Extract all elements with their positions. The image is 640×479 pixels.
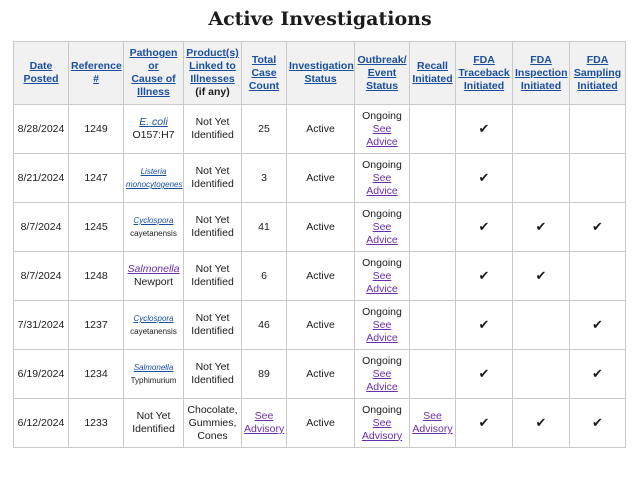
product-cell bbox=[184, 203, 242, 252]
header-date-posted[interactable] bbox=[14, 42, 69, 105]
sort-link-outbreak-status-line2[interactable]: Event Status bbox=[365, 66, 399, 92]
sort-link-sampling[interactable]: FDA bbox=[586, 53, 609, 66]
investigation-status: Active bbox=[306, 220, 335, 233]
product-text: Not Yet Identified bbox=[191, 165, 234, 190]
checkmark-icon: ✔ bbox=[535, 218, 547, 234]
case-count-cell bbox=[242, 301, 287, 350]
pathogen-subtype: Newport bbox=[133, 276, 174, 288]
sort-link-pathogen-line2[interactable]: Cause of Illness bbox=[131, 73, 176, 98]
pathogen-cell bbox=[124, 203, 184, 252]
checkmark-icon: ✔ bbox=[478, 169, 490, 185]
reference-cell bbox=[69, 105, 124, 154]
reference-cell bbox=[69, 203, 124, 252]
pathogen-link[interactable]: Cyclospora bbox=[133, 314, 174, 323]
product-text: Not Yet Identified bbox=[191, 361, 234, 386]
traceback-cell bbox=[456, 252, 513, 301]
date-posted: 8/7/2024 bbox=[20, 269, 62, 282]
checkmark-icon: ✔ bbox=[592, 316, 603, 332]
investigation-status: Active bbox=[306, 171, 335, 184]
case-count-cell bbox=[242, 154, 287, 203]
date-cell bbox=[14, 252, 69, 301]
checkmark-icon: ✔ bbox=[592, 365, 603, 381]
investigation-status: Active bbox=[306, 367, 335, 380]
outbreak-status: Ongoing bbox=[362, 256, 402, 269]
table-row bbox=[14, 350, 626, 399]
table-row bbox=[14, 154, 626, 203]
sort-link-traceback[interactable]: FDA bbox=[473, 53, 495, 66]
investigation-status: Active bbox=[306, 416, 335, 429]
pathogen-subtype: O157:H7 bbox=[132, 129, 175, 141]
sort-link-inspection[interactable]: FDA bbox=[530, 53, 552, 66]
page-title: Active Investigations bbox=[208, 8, 432, 30]
pathogen-cell bbox=[124, 252, 184, 301]
date-posted: 8/7/2024 bbox=[20, 220, 62, 233]
date-cell bbox=[14, 301, 69, 350]
investigation-status-cell bbox=[287, 301, 355, 350]
reference-number: 1233 bbox=[84, 416, 108, 429]
checkmark-icon: ✔ bbox=[478, 316, 490, 332]
header-traceback[interactable] bbox=[456, 42, 513, 105]
recall-cell bbox=[410, 154, 456, 203]
recall-advisory-link[interactable]: See Advisory bbox=[412, 410, 453, 435]
recall-cell bbox=[410, 301, 456, 350]
sort-link-traceback-line2[interactable]: Traceback Initiated bbox=[458, 66, 510, 92]
product-text: Not Yet Identified bbox=[191, 116, 234, 141]
pathogen-subtype: cayetanensis bbox=[130, 327, 177, 336]
header-row bbox=[14, 42, 626, 105]
product-text: Not Yet Identified bbox=[191, 263, 234, 288]
see-advice-link[interactable]: See Advice bbox=[366, 220, 398, 246]
sampling-cell bbox=[570, 154, 626, 203]
checkmark-icon: ✔ bbox=[478, 120, 490, 136]
pathogen-cell bbox=[124, 350, 184, 399]
recall-cell bbox=[410, 350, 456, 399]
see-advice-link[interactable]: See Advisory bbox=[361, 416, 403, 442]
pathogen-link[interactable]: Cyclospora bbox=[133, 216, 174, 225]
checkmark-icon: ✔ bbox=[478, 414, 490, 430]
outbreak-status-cell bbox=[355, 203, 410, 252]
outbreak-status-cell bbox=[355, 105, 410, 154]
pathogen-cell bbox=[124, 105, 184, 154]
pathogen-subtype: Typhimurium bbox=[130, 376, 177, 385]
product-cell bbox=[184, 154, 242, 203]
header-investigation-status[interactable] bbox=[287, 42, 355, 105]
date-posted: 7/31/2024 bbox=[17, 318, 65, 331]
header-note: (if any) bbox=[195, 86, 230, 98]
table-row bbox=[14, 105, 626, 154]
sampling-cell bbox=[570, 203, 626, 252]
checkmark-icon: ✔ bbox=[478, 267, 490, 283]
table-body bbox=[14, 105, 626, 448]
checkmark-icon: ✔ bbox=[592, 218, 603, 234]
see-advice-link[interactable]: See Advice bbox=[366, 367, 398, 393]
sampling-cell bbox=[570, 252, 626, 301]
date-cell bbox=[14, 105, 69, 154]
recall-cell bbox=[410, 203, 456, 252]
case-count: 3 bbox=[261, 171, 267, 184]
inspection-cell bbox=[513, 203, 570, 252]
pathogen-cell bbox=[124, 399, 184, 448]
sort-link-recall[interactable]: Recall bbox=[417, 60, 448, 72]
product-text: Not Yet Identified bbox=[191, 214, 234, 239]
product-cell bbox=[184, 399, 242, 448]
sort-link-pathogen[interactable]: Pathogen or bbox=[129, 47, 178, 72]
date-cell bbox=[14, 154, 69, 203]
inspection-cell bbox=[513, 154, 570, 203]
table-row bbox=[14, 203, 626, 252]
header-recall[interactable] bbox=[410, 42, 456, 105]
sampling-cell bbox=[570, 399, 626, 448]
sort-link-products-line2[interactable]: Linked to Illnesses bbox=[189, 60, 236, 85]
reference-number: 1247 bbox=[84, 171, 108, 184]
pathogen-cell bbox=[124, 301, 184, 350]
sort-link-outbreak-status[interactable]: Outbreak/ bbox=[357, 53, 407, 66]
pathogen-link[interactable]: Salmonella bbox=[133, 363, 174, 372]
sort-link-date-posted-line2[interactable]: Posted bbox=[23, 73, 59, 85]
case-count: 89 bbox=[258, 367, 270, 380]
case-count-cell bbox=[242, 252, 287, 301]
product-cell bbox=[184, 252, 242, 301]
table-row bbox=[14, 252, 626, 301]
date-posted: 6/12/2024 bbox=[17, 416, 65, 429]
inspection-cell bbox=[513, 399, 570, 448]
investigation-status-cell bbox=[287, 252, 355, 301]
header-products[interactable] bbox=[184, 42, 242, 105]
sort-link-inspection-line2[interactable]: Inspection Initiated bbox=[515, 66, 568, 92]
outbreak-status-cell bbox=[355, 399, 410, 448]
checkmark-icon: ✔ bbox=[535, 414, 547, 430]
inspection-cell bbox=[513, 252, 570, 301]
inspection-cell bbox=[513, 301, 570, 350]
pathogen-subtype: cayetanensis bbox=[130, 229, 177, 238]
outbreak-status: Ongoing bbox=[362, 158, 402, 171]
investigation-status-cell bbox=[287, 350, 355, 399]
header-reference[interactable] bbox=[69, 42, 124, 105]
case-count: 25 bbox=[258, 122, 270, 135]
see-advice-link[interactable]: See Advice bbox=[366, 171, 398, 197]
case-count-cell bbox=[242, 350, 287, 399]
sort-link-case-count[interactable]: Total Case bbox=[251, 53, 277, 79]
outbreak-status: Ongoing bbox=[362, 109, 402, 122]
sort-link-date-posted[interactable]: Date bbox=[29, 60, 53, 72]
checkmark-icon: ✔ bbox=[592, 414, 603, 430]
investigation-status-cell bbox=[287, 105, 355, 154]
checkmark-icon: ✔ bbox=[478, 365, 490, 381]
case-count: 6 bbox=[261, 269, 267, 282]
case-count-cell bbox=[242, 203, 287, 252]
product-cell bbox=[184, 105, 242, 154]
sort-link-investigation-status[interactable]: Investigation bbox=[289, 60, 354, 72]
checkmark-icon: ✔ bbox=[478, 218, 490, 234]
outbreak-status: Ongoing bbox=[362, 207, 402, 220]
traceback-cell bbox=[456, 105, 513, 154]
see-advice-link[interactable]: See Advice bbox=[366, 122, 398, 148]
reference-cell bbox=[69, 350, 124, 399]
case-count-cell bbox=[242, 399, 287, 448]
table-row bbox=[14, 399, 626, 448]
reference-number: 1248 bbox=[84, 269, 108, 282]
outbreak-status: Ongoing bbox=[362, 403, 402, 416]
see-advice-link[interactable]: See Advice bbox=[366, 269, 398, 295]
date-cell bbox=[14, 203, 69, 252]
reference-number: 1245 bbox=[84, 220, 108, 233]
table-row bbox=[14, 301, 626, 350]
investigation-status-cell bbox=[287, 154, 355, 203]
sort-link-products[interactable]: Product(s) bbox=[186, 47, 239, 59]
sort-link-investigation-status-line2[interactable]: Status bbox=[304, 73, 337, 85]
reference-cell bbox=[69, 301, 124, 350]
date-posted: 8/21/2024 bbox=[17, 171, 65, 184]
product-cell bbox=[184, 301, 242, 350]
traceback-cell bbox=[456, 350, 513, 399]
traceback-cell bbox=[456, 399, 513, 448]
pathogen-link[interactable]: Listeria monocytogenes bbox=[126, 167, 183, 189]
inspection-cell bbox=[513, 350, 570, 399]
pathogen-link[interactable]: E. coli bbox=[139, 116, 168, 128]
sort-link-sampling-line2[interactable]: Sampling Initiated bbox=[573, 66, 622, 92]
recall-cell bbox=[410, 105, 456, 154]
reference-cell bbox=[69, 252, 124, 301]
product-text: Not Yet Identified bbox=[191, 312, 234, 337]
case-count-cell bbox=[242, 105, 287, 154]
sort-link-recall-line2[interactable]: Initiated bbox=[412, 73, 453, 85]
traceback-cell bbox=[456, 154, 513, 203]
traceback-cell bbox=[456, 203, 513, 252]
pathogen-link[interactable]: Salmonella bbox=[127, 263, 180, 275]
pathogen-text: Not Yet Identified bbox=[132, 410, 175, 435]
reference-number: 1237 bbox=[84, 318, 108, 331]
investigation-status: Active bbox=[306, 269, 335, 282]
date-posted: 6/19/2024 bbox=[17, 367, 65, 380]
header-case-count[interactable] bbox=[242, 42, 287, 105]
header-inspection[interactable] bbox=[513, 42, 570, 105]
sampling-cell bbox=[570, 350, 626, 399]
outbreak-status: Ongoing bbox=[362, 305, 402, 318]
product-text: Chocolate, Gummies, Cones bbox=[187, 403, 238, 442]
outbreak-status-cell bbox=[355, 154, 410, 203]
outbreak-status-cell bbox=[355, 301, 410, 350]
reference-cell bbox=[69, 399, 124, 448]
header-sampling[interactable] bbox=[570, 42, 626, 105]
header-pathogen[interactable] bbox=[124, 42, 184, 105]
inspection-cell bbox=[513, 105, 570, 154]
header-outbreak-status[interactable] bbox=[355, 42, 410, 105]
outbreak-status-cell bbox=[355, 350, 410, 399]
see-advisory-link[interactable]: See Advisory bbox=[244, 410, 285, 435]
pathogen-cell bbox=[124, 154, 184, 203]
sampling-cell bbox=[570, 301, 626, 350]
date-posted: 8/28/2024 bbox=[17, 122, 65, 135]
product-cell bbox=[184, 350, 242, 399]
case-count: 41 bbox=[258, 220, 270, 233]
sort-link-reference-line2[interactable]: # bbox=[93, 73, 99, 85]
investigation-status-cell bbox=[287, 203, 355, 252]
date-cell bbox=[14, 399, 69, 448]
investigation-status: Active bbox=[306, 122, 335, 135]
checkmark-icon: ✔ bbox=[535, 267, 547, 283]
reference-cell bbox=[69, 154, 124, 203]
date-cell bbox=[14, 350, 69, 399]
reference-number: 1234 bbox=[84, 367, 108, 380]
sort-link-reference[interactable]: Reference bbox=[71, 60, 122, 72]
sort-link-case-count-line2[interactable]: Count bbox=[248, 79, 280, 92]
outbreak-status-cell bbox=[355, 252, 410, 301]
recall-cell bbox=[410, 399, 456, 448]
investigation-status-cell bbox=[287, 399, 355, 448]
recall-cell bbox=[410, 252, 456, 301]
see-advice-link[interactable]: See Advice bbox=[366, 318, 398, 344]
investigations-table bbox=[13, 41, 626, 448]
investigation-status: Active bbox=[306, 318, 335, 331]
reference-number: 1249 bbox=[84, 122, 108, 135]
case-count: 46 bbox=[258, 318, 270, 331]
outbreak-status: Ongoing bbox=[362, 354, 402, 367]
traceback-cell bbox=[456, 301, 513, 350]
sampling-cell bbox=[570, 105, 626, 154]
